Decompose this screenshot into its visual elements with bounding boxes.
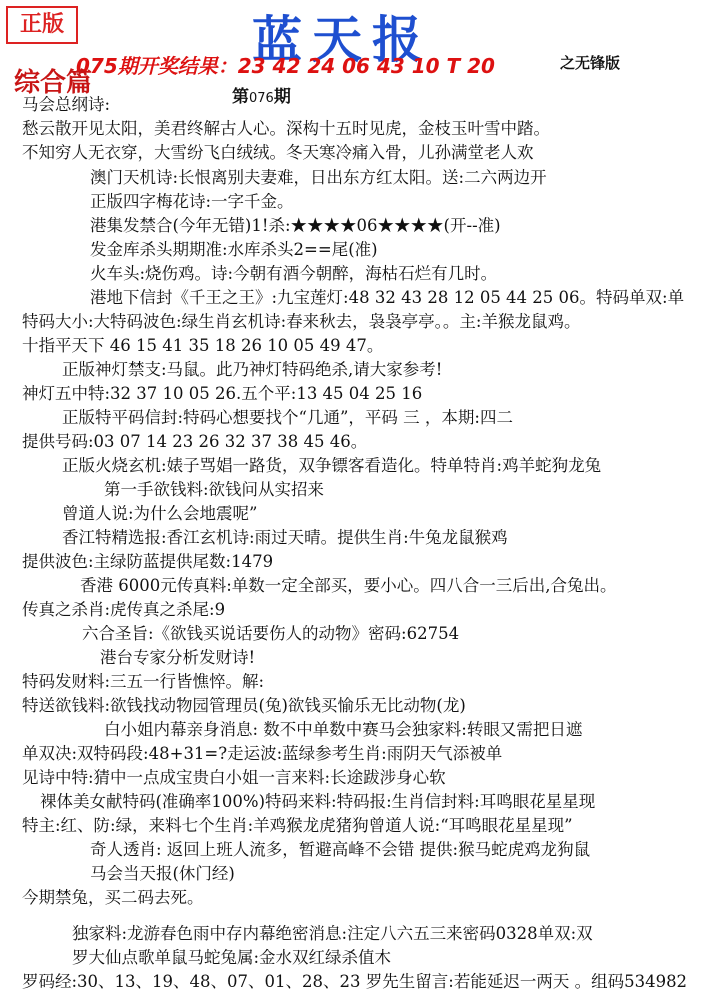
text-line: 港集发禁合(今年无错)1!杀:★★★★06★★★★(开--准) — [90, 216, 501, 235]
issue-prefix: 第 — [232, 87, 249, 107]
text-line: 正版火烧玄机:婊子骂娼一路货，双争镖客看造化。特单特肖:鸡羊蛇狗龙兔 — [62, 456, 602, 475]
draw-results: 075期开奖结果：23 42 24 06 43 10 T 20 — [76, 54, 495, 78]
text-line: 十指平天下 46 15 41 35 18 26 10 05 49 47。 — [22, 336, 384, 355]
text-line: 愁云散开见太阳，美君终解古人心。深构十五时见虎，金枝玉叶雪中踏。 — [22, 119, 550, 138]
text-line: 港地下信封《千王之王》:九宝莲灯:48 32 43 28 12 05 44 25 06。特码单双:单 — [90, 288, 685, 307]
text-line: 六合圣旨:《欲钱买说话要伤人的动物》密码:62754 — [82, 624, 460, 643]
text-line: 神灯五中特:32 37 10 05 26.五个平:13 45 04 25 16 — [22, 384, 423, 403]
text-line: 发金库杀头期期准:水库杀头2==尾(准) — [90, 240, 378, 259]
text-line: 火车头:烧伤鸡。诗:今朝有酒今朝醉，海枯石烂有几时。 — [90, 264, 498, 283]
text-line: 正版四字梅花诗:一字千金。 — [90, 192, 294, 211]
text-line: 曾道人说:为什么会地震呢” — [62, 504, 258, 523]
issue-number: 076 — [249, 91, 274, 106]
text-line: 马会当天报(休门经) — [90, 864, 235, 883]
text-line: 特送欲钱料:欲钱找动物园管理员(兔)欲钱买愉乐无比动物(龙) — [22, 696, 466, 715]
text-line: 香港 6000元传真料:单数一定全部买，要小心。四八合一三后出,合兔出。 — [80, 576, 617, 595]
text-line: 传真之杀肖:虎传真之杀尾:9 — [22, 600, 226, 619]
text-line: 马会总纲诗: — [22, 95, 111, 114]
text-line: 特主:红、防:绿，来料七个生肖:羊鸡猴龙虎猪狗曾道人说:“耳鸣眼花星星现” — [22, 816, 573, 835]
text-line: 提供号码:03 07 14 23 26 32 37 38 45 46。 — [22, 432, 368, 451]
text-line: 第一手欲钱料:欲钱问从实招来 — [104, 480, 325, 499]
text-line: 裸体美女献特码(准确率100%)特码来料:特码报:生肖信封料:耳鸣眼花星星现 — [40, 792, 596, 811]
newspaper-title: 蓝天报 — [252, 11, 432, 69]
text-line: 白小姐内幕亲身消息: 数不中单数中赛马会独家料:转眼又需把日遮 — [104, 720, 583, 739]
text-line: 澳门天机诗:长恨离别夫妻难，日出东方红太阳。送:二六两边开 — [90, 168, 547, 187]
text-line: 罗码经:30、13、19、48、07、01、28、23 罗先生留言:若能延迟一两天 。组码534982 — [22, 972, 688, 991]
issue-label — [232, 82, 291, 107]
text-line: 香江特精选报:香江玄机诗:雨过天晴。提供生肖:牛兔龙鼠猴鸡 — [62, 528, 508, 547]
text-line: 正版特平码信封:特码心想要找个“几通”，平码 三 ，本期:四二 — [62, 408, 513, 427]
text-line: 特码大小:大特码波色:绿生肖玄机诗:春来秋去，袅袅亭亭。。主:羊猴龙鼠鸡。 — [22, 312, 581, 331]
text-line: 今期禁兔，买二码去死。 — [22, 888, 204, 907]
text-line: 罗大仙点歌单鼠马蛇兔属:金水双红绿杀值木 — [72, 948, 392, 967]
section-title: 综合篇 — [14, 68, 93, 98]
text-line: 奇人透肖: 返回上班人流多，暂避高峰不会错 提供:猴马蛇虎鸡龙狗鼠 — [90, 840, 591, 859]
text-line: 见诗中特:猜中一点成宝贵白小姐一言来料:长途跋涉身心软 — [22, 768, 446, 787]
edition-label: 之无锋版 — [560, 54, 621, 72]
text-line: 特码发财料:三五一行皆憔悴。解: — [22, 672, 265, 691]
text-line: 港台专家分析发财诗! — [100, 648, 256, 667]
issue-suffix: 期 — [273, 87, 291, 107]
text-line: 不知穷人无衣穿，大雪纷飞白绒绒。冬天寒冷痛入骨，儿孙满堂老人欢 — [22, 143, 534, 162]
text-line: 正版神灯禁支:马鼠。此乃神灯特码绝杀,请大家参考! — [62, 360, 443, 379]
text-line: 提供波色:主绿防蓝提供尾数:1479 — [22, 552, 274, 571]
text-line: 独家料:龙游春色雨中存内幕绝密消息:注定八六五三来密码0328单双:双 — [72, 924, 593, 943]
text-line: 单双决:双特码段:48+31=?走运波:蓝绿参考生肖:雨阴天气添被单 — [22, 744, 503, 763]
edition-badge: 正版 — [6, 6, 78, 44]
